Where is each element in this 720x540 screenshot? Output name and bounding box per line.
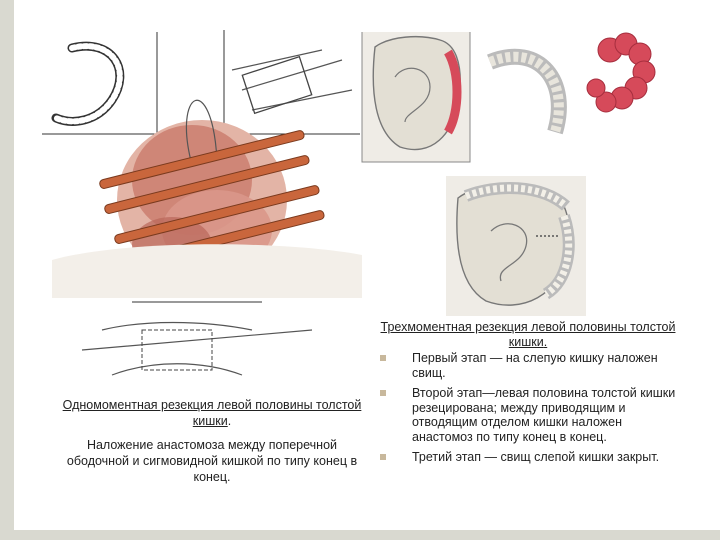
list-item <box>372 450 684 465</box>
right-text-block <box>372 320 684 471</box>
list-item-text: Третий этап — свищ слепой кишки закрыт. <box>412 450 660 464</box>
square-bullet-icon <box>380 454 386 460</box>
right-heading-suffix: . <box>543 334 548 349</box>
stage-illustration-anastomosis <box>446 176 586 316</box>
left-caption-title-suffix: . <box>227 414 232 428</box>
square-bullet-icon <box>380 390 386 396</box>
one-stage-resection-illustration <box>42 30 364 392</box>
decorative-side-bar <box>0 0 14 540</box>
list-item-text: Первый этап — на слепую кишку наложен свищ. <box>412 351 658 380</box>
right-heading: Трехмоментная резекция левой половины толстой кишки <box>380 320 676 349</box>
left-caption-title: Одномоментная резекция левой половины толстой кишки <box>62 398 362 428</box>
list-item-text: Второй этап—левая половина толстой кишки резецирована; между приводящим и отводящим отделом кишки наложен анастомоз по типу конец в конец. <box>412 386 676 444</box>
decorative-bottom-bar <box>0 530 720 540</box>
left-caption-description: Наложение анастомоза между поперечной ободочной и сигмовидной кишкой по типу конец в конец. <box>66 438 358 484</box>
stage-illustrations-top <box>360 22 656 170</box>
left-caption <box>62 397 362 493</box>
stage-list <box>372 351 684 465</box>
left-caption-title-line <box>62 397 362 429</box>
square-bullet-icon <box>380 355 386 361</box>
right-heading-line <box>372 320 684 349</box>
list-item <box>372 351 684 380</box>
list-item <box>372 386 684 444</box>
